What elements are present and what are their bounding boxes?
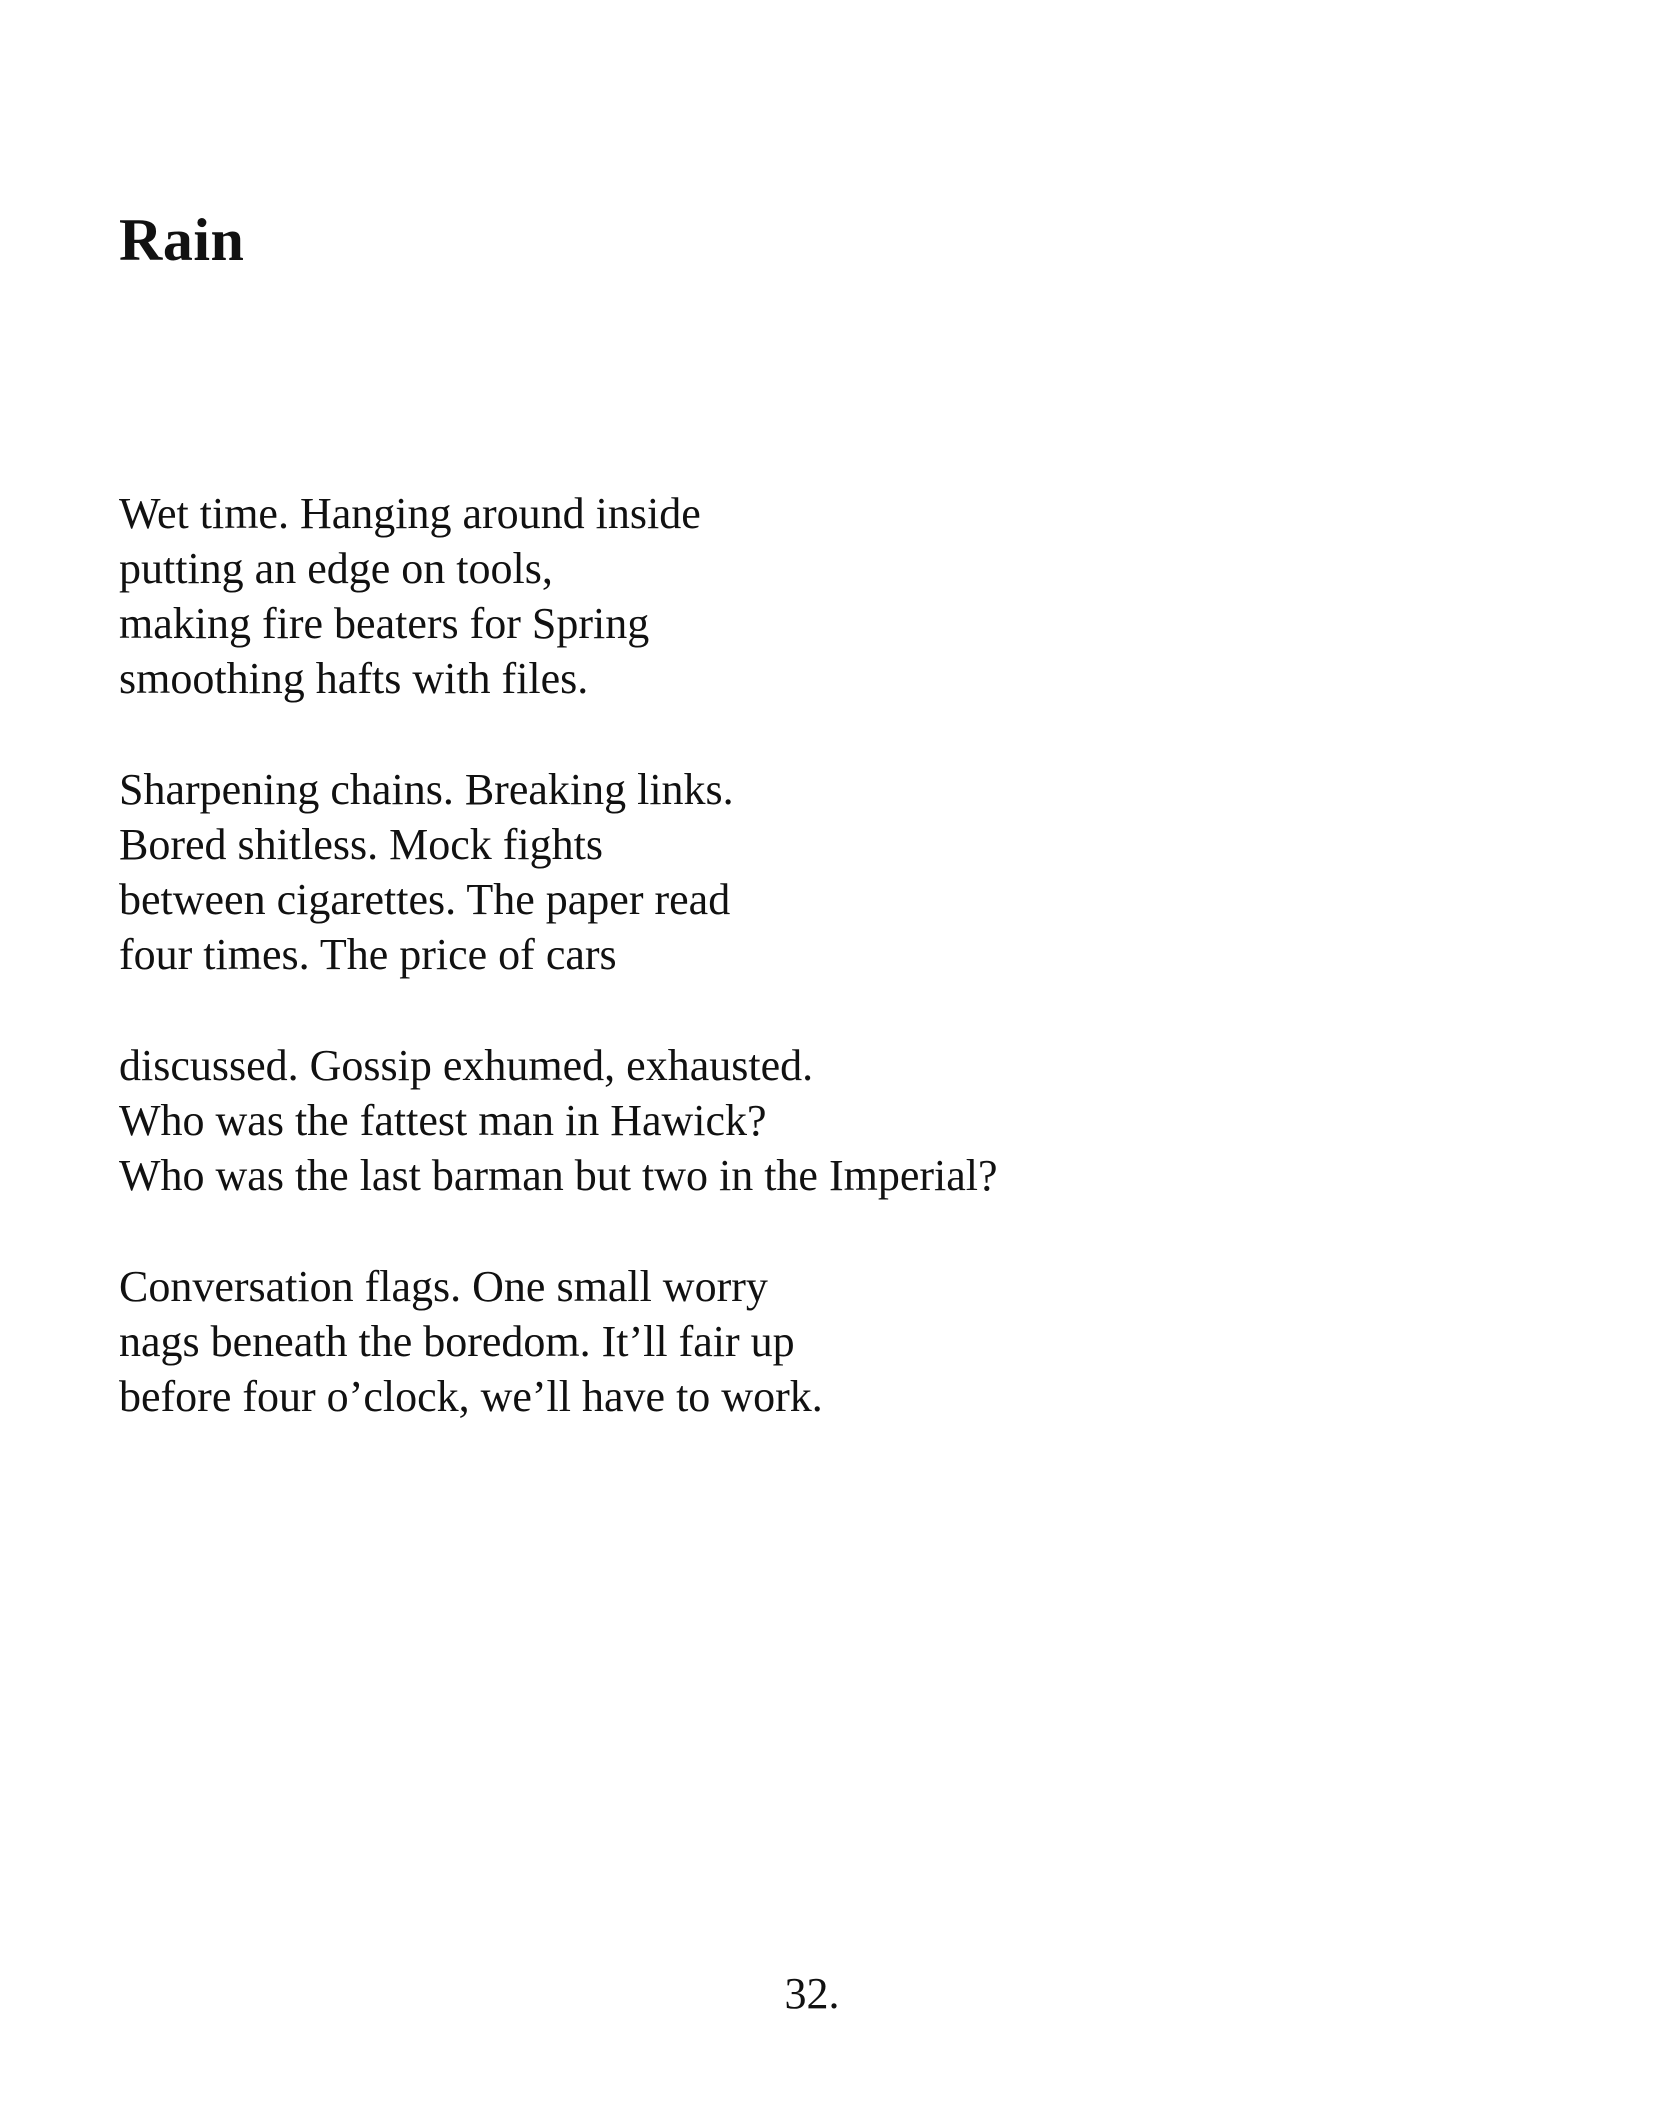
stanza-2 [119,762,1419,982]
poem-line: smoothing hafts with files. [119,654,589,703]
poem-line: Wet time. Hanging around inside [119,489,701,538]
poem-body [119,486,1419,1480]
poem-line: Bored shitless. Mock fights [119,820,603,869]
poem-title: Rain [119,207,245,273]
poem-line: putting an edge on tools, [119,544,553,593]
poem-line: discussed. Gossip exhumed, exhausted. [119,1041,814,1090]
poem-line: four times. The price of cars [119,930,617,979]
poem-line: nags beneath the boredom. It’ll fair up [119,1317,795,1366]
page-number: 32. [784,1969,840,2018]
poem-line: Who was the last barman but two in the Imperial? [119,1151,998,1200]
stanza-1 [119,486,1419,706]
poem-line: making fire beaters for Spring [119,599,650,648]
poem-line: Conversation flags. One small worry [119,1262,768,1311]
stanza-3 [119,1038,1419,1203]
poem-line: between cigarettes. The paper read [119,875,731,924]
poem-line: before four o’clock, we’ll have to work. [119,1372,823,1421]
poem-line: Sharpening chains. Breaking links. [119,765,734,814]
stanza-4 [119,1259,1419,1424]
poem-line: Who was the fattest man in Hawick? [119,1096,767,1145]
